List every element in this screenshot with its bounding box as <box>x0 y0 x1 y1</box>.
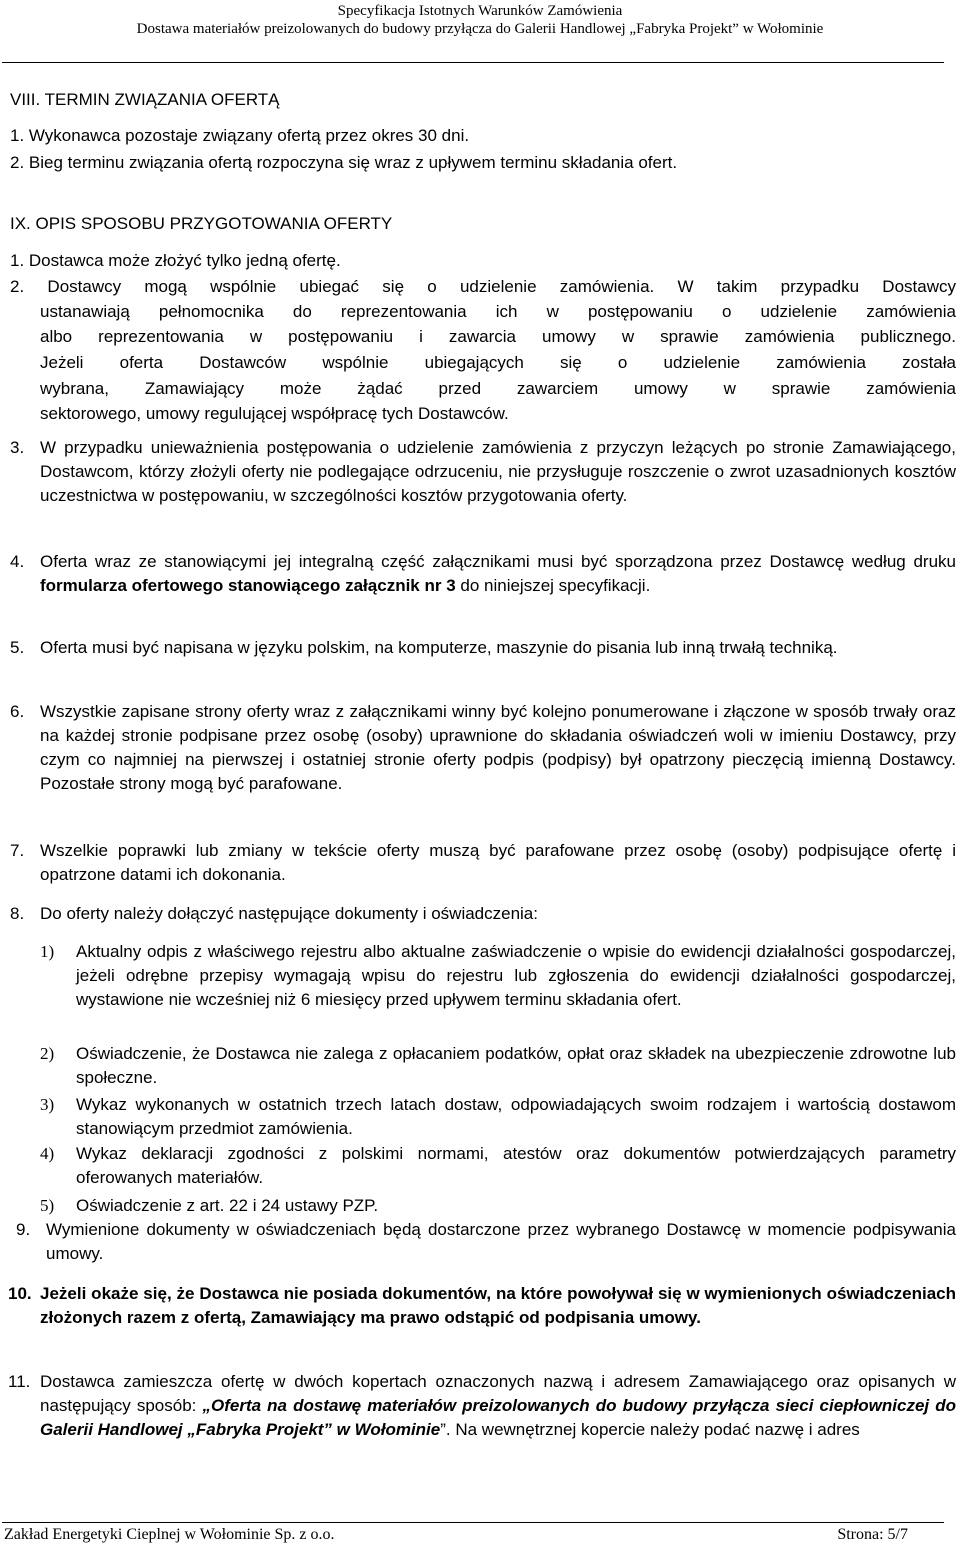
section-title-ix: IX. OPIS SPOSOBU PRZYGOTOWANIA OFERTY <box>10 214 393 233</box>
section-viii-item-1: 1. Wykonawca pozostaje związany ofertą przez okres 30 dni. <box>10 126 470 145</box>
item-6-number: 6. <box>10 702 25 721</box>
item-3-number: 3. <box>10 438 25 457</box>
subitem-1-number: 1) <box>40 942 55 961</box>
subitem-4-text: Wykaz deklaracji zgodności z polskimi normami, atestów oraz dokumentów potwierdzających parametry oferowanych materiałów. <box>76 1144 956 1187</box>
item-9-number: 9. <box>16 1220 31 1239</box>
item-8-number: 8. <box>10 904 25 923</box>
header-title: Specyfikacja Istotnych Warunków Zamówienia <box>337 3 623 19</box>
item-11-number: 11. <box>8 1372 31 1391</box>
page-header <box>0 2 960 38</box>
item-6-text: Wszystkie zapisane strony oferty wraz z załącznikami winny być kolejno ponumerowane i złączone w sposób trwały oraz na każdej stronie podpisane przez osobę (osoby) uprawnione do składania oświadczeń woli w imieniu Dostawcy, przy czym co najmniej na pierwszej i ostatniej stronie oferty podpis (podpisy) był opatrzony pieczęcią imienną Dostawcy. Pozostałe strony mogą być parafowane. <box>40 702 956 793</box>
section-viii-item-2: 2. Bieg terminu związania ofertą rozpoczyna się wraz z upływem terminu składania ofert. <box>10 153 678 172</box>
item-8-text: Do oferty należy dołączyć następujące dokumenty i oświadczenia: <box>40 904 538 923</box>
section-ix-item-1: 1. Dostawca może złożyć tylko jedną ofertę. <box>10 251 341 270</box>
item-5-text: Oferta musi być napisana w języku polskim, na komputerze, maszynie do pisania lub inną trwałą techniką. <box>40 638 838 657</box>
item-7-number: 7. <box>10 841 25 860</box>
footer-divider <box>2 1522 944 1523</box>
subitem-1-text: Aktualny odpis z właściwego rejestru albo aktualne zaświadczenie o wpisie do ewidencji działalności gospodarczej, jeżeli odrębne przepisy wymagają wpisu do rejestru lub zgłoszenia do ewidencji działalności gospodarczej, wystawione nie wcześniej niż 6 miesięcy przed upływem terminu składania ofert. <box>76 942 956 1009</box>
section-ix-item-2-line-3: albo reprezentowania w postępowaniu i zawarcia umowy w sprawie zamówienia publicznego. <box>40 327 956 346</box>
section-ix-item-2-line-6: sektorowego, umowy regulującej współpracę tych Dostawców. <box>40 404 509 423</box>
footer-company: Zakład Energetyki Cieplnej w Wołominie Sp. z o.o. <box>4 1526 335 1543</box>
section-ix-item-2-line-2: ustanawiają pełnomocnika do reprezentowania ich w postępowaniu o udzielenie zamówienia <box>40 302 956 321</box>
subitem-4-number: 4) <box>40 1144 55 1163</box>
item-3-text: W przypadku unieważnienia postępowania o udzielenie zamówienia z przyczyn leżących po stronie Zamawiającego, Dostawcom, którzy złożyli oferty nie podlegające odrzuceniu, nie przysługuje roszczenie o zwrot uzasadnionych kosztów uczestnictwa w postępowaniu, w szczególności kosztów przygotowania oferty. <box>40 438 956 505</box>
item-5-number: 5. <box>10 638 25 657</box>
subitem-2-text: Oświadczenie, że Dostawca nie zalega z opłacaniem podatków, opłat oraz składek na ubezpieczenie zdrowotne lub społeczne. <box>76 1044 956 1087</box>
envelope-label-phrase: „Oferta na dostawę materiałów preizolowanych do budowy przyłącza sieci ciepłowniczej do Galerii Handlowej „Fabryka Projekt” w Wołominie <box>40 1396 956 1439</box>
subitem-2-number: 2) <box>40 1044 55 1063</box>
subitem-5-number: 5) <box>40 1196 55 1215</box>
item-10-number: 10. <box>8 1284 32 1303</box>
item-4-number: 4. <box>10 552 25 571</box>
section-ix-item-2-line-4: Jeżeli oferta Dostawców wspólnie ubiegających się o udzielenie zamówienia została <box>40 353 956 372</box>
footer-page-number: Strona: 5/7 <box>837 1526 908 1543</box>
item-4-text: Oferta wraz ze stanowiącymi jej integralną część załącznikami musi być sporządzona przez Dostawcę według druku formularza ofertowego stanowiącego załącznik nr 3 do niniejszej specyfikacji. <box>40 552 956 595</box>
subitem-5-text: Oświadczenie z art. 22 i 24 ustawy PZP. <box>76 1196 379 1215</box>
item-9-text: Wymienione dokumenty w oświadczeniach będą dostarczone przez wybranego Dostawcę w momencie podpisywania umowy. <box>46 1220 956 1263</box>
section-ix-item-2-line-5: wybrana, Zamawiający może żądać przed zawarciem umowy w sprawie zamówienia <box>40 379 956 398</box>
section-ix-item-2-line-1: 2. Dostawcy mogą wspólnie ubiegać się o udzielenie zamówienia. W takim przypadku Dostawcy <box>10 277 956 296</box>
section-title-viii: VIII. TERMIN ZWIĄZANIA OFERTĄ <box>10 90 280 109</box>
header-divider <box>2 62 944 63</box>
subitem-3-text: Wykaz wykonanych w ostatnich trzech latach dostaw, odpowiadających swoim rodzajem i wartością dostawom stanowiącym przedmiot zamówienia. <box>76 1095 956 1138</box>
header-subtitle: Dostawa materiałów preizolowanych do budowy przyłącza do Galerii Handlowej „Fabryka Projekt” w Wołominie <box>136 21 824 37</box>
item-10-text: Jeżeli okaże się, że Dostawca nie posiada dokumentów, na które powoływał się w wymienionych oświadczeniach złożonych razem z ofertą, Zamawiający ma prawo odstąpić od podpisania umowy. <box>40 1284 956 1327</box>
item-4-bold-phrase: formularza ofertowego stanowiącego załącznik nr 3 <box>40 576 456 595</box>
item-7-text: Wszelkie poprawki lub zmiany w tekście oferty muszą być parafowane przez osobę (osoby) podpisujące ofertę i opatrzone datami ich dokonania. <box>40 841 956 884</box>
item-11-text: Dostawca zamieszcza ofertę w dwóch kopertach oznaczonych nazwą i adresem Zamawiającego oraz opisanych w następujący sposób: „Oferta na dostawę materiałów preizolowanych do budowy przyłącza sieci ciepłowniczej do Galerii Handlowej „Fabryka Projekt” w Wołominie”. Na wewnętrznej kopercie należy podać nazwę i adres <box>40 1372 956 1439</box>
subitem-3-number: 3) <box>40 1095 55 1114</box>
